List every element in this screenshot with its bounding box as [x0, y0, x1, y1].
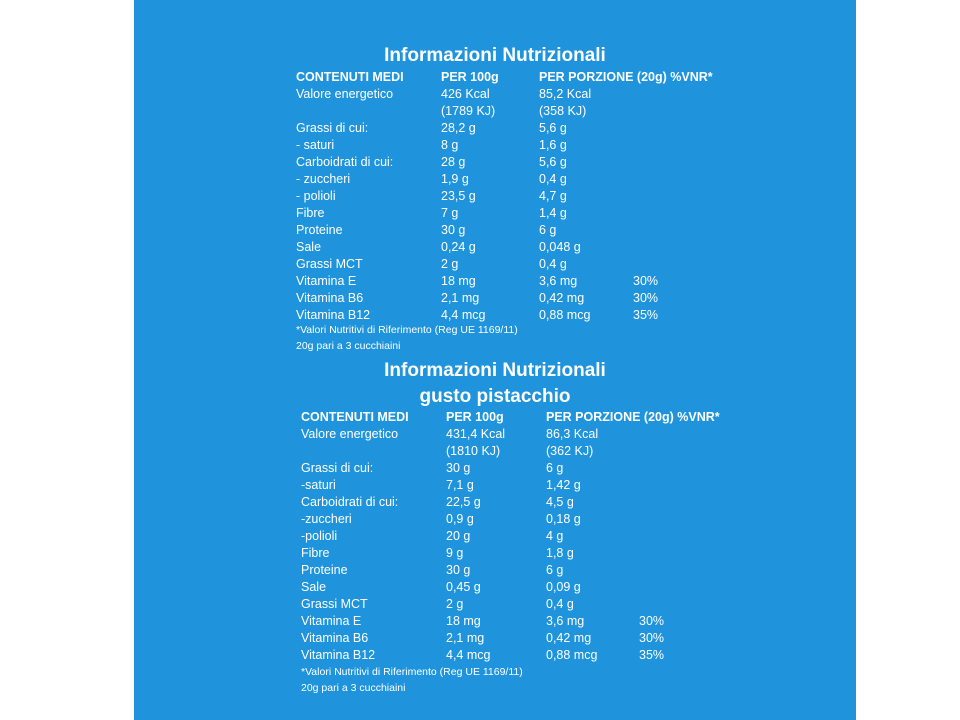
nutrient-name: Grassi MCT: [301, 597, 368, 611]
label-panel: [134, 0, 856, 720]
per-100g-value: 23,5 g: [441, 189, 476, 203]
nutrient-name: Grassi di cui:: [301, 461, 374, 475]
nutrient-name: -polioli: [301, 529, 338, 543]
vnr-value: 35%: [639, 648, 665, 662]
nutrient-name: Vitamina B6: [301, 631, 369, 645]
section1-serving-note: 20g pari a 3 cucchiaini: [296, 340, 401, 352]
per-portion-value: 0,18 g: [546, 512, 581, 526]
per-portion-value: 5,6 g: [539, 155, 567, 169]
nutrient-name: Carboidrati di cui:: [301, 495, 399, 509]
per-portion-value: (358 KJ): [539, 104, 587, 118]
per-portion-value: 0,42 mg: [539, 291, 585, 305]
per-portion-value: 0,88 mcg: [539, 308, 591, 322]
per-100g-value: 0,24 g: [441, 240, 476, 254]
per-100g-value: (1810 KJ): [446, 444, 501, 458]
per-portion-value: 0,09 g: [546, 580, 581, 594]
nutrient-name: - zuccheri: [296, 172, 351, 186]
per-portion-value: 1,6 g: [539, 138, 567, 152]
nutrient-name: Grassi di cui:: [296, 121, 369, 135]
nutrient-name: Vitamina B12: [296, 308, 371, 322]
per-100g-value: 2 g: [446, 597, 464, 611]
nutrient-name: Carboidrati di cui:: [296, 155, 394, 169]
vnr-value: 30%: [633, 274, 659, 288]
per-100g-value: 4,4 mcg: [446, 648, 491, 662]
per-100g-value: 7 g: [441, 206, 459, 220]
per-100g-value: 2,1 mg: [446, 631, 485, 645]
per-portion-value: 85,2 Kcal: [539, 87, 592, 101]
per-portion-value: 0,4 g: [539, 257, 567, 271]
header-per-100g-value: PER 100g: [441, 70, 499, 84]
per-100g-value: 30 g: [441, 223, 466, 237]
nutrient-name: Proteine: [301, 563, 348, 577]
per-portion-value: 0,4 g: [539, 172, 567, 186]
per-portion-value: 4 g: [546, 529, 564, 543]
per-portion-value: 1,8 g: [546, 546, 574, 560]
per-100g-value: 30 g: [446, 563, 471, 577]
per-100g-value: 4,4 mcg: [441, 308, 486, 322]
per-100g-value: (1789 KJ): [441, 104, 496, 118]
per-portion-value: 5,6 g: [539, 121, 567, 135]
per-portion-value: 1,4 g: [539, 206, 567, 220]
per-100g-value: 18 mg: [441, 274, 476, 288]
nutrient-name: Sale: [301, 580, 327, 594]
nutrient-name: Valore energetico: [301, 427, 399, 441]
section2-serving-note: 20g pari a 3 cucchiaini: [301, 682, 406, 694]
per-100g-value: 0,9 g: [446, 512, 474, 526]
header-per-portion-value: PER PORZIONE (20g) %VNR*: [546, 410, 720, 424]
per-100g-value: 2,1 mg: [441, 291, 480, 305]
per-100g-value: 1,9 g: [441, 172, 469, 186]
nutrient-name: Vitamina E: [296, 274, 357, 288]
per-100g-value: 426 Kcal: [441, 87, 490, 101]
per-100g-value: 0,45 g: [446, 580, 481, 594]
per-portion-value: 4,7 g: [539, 189, 567, 203]
section2-footnote: *Valori Nutritivi di Riferimento (Reg UE 1169/11): [301, 666, 523, 678]
header-per-portion-value: PER PORZIONE (20g) %VNR*: [539, 70, 713, 84]
per-portion-value: 0,88 mcg: [546, 648, 598, 662]
per-100g-value: 20 g: [446, 529, 471, 543]
per-100g-value: 22,5 g: [446, 495, 481, 509]
per-portion-value: 3,6 mg: [546, 614, 585, 628]
per-100g-value: 28,2 g: [441, 121, 476, 135]
vnr-value: 35%: [633, 308, 659, 322]
nutrient-name: Vitamina B6: [296, 291, 364, 305]
per-portion-value: 0,42 mg: [546, 631, 592, 645]
per-portion-value: 0,4 g: [546, 597, 574, 611]
section2-title: Informazioni Nutrizionali: [384, 360, 606, 381]
per-portion-value: 6 g: [546, 563, 564, 577]
per-portion-value: (362 KJ): [546, 444, 594, 458]
nutrient-name: - polioli: [296, 189, 336, 203]
per-portion-value: 86,3 Kcal: [546, 427, 599, 441]
per-100g-value: 30 g: [446, 461, 471, 475]
vnr-value: 30%: [639, 614, 665, 628]
vnr-value: 30%: [639, 631, 665, 645]
nutrient-name: Fibre: [296, 206, 325, 220]
nutrient-name: - saturi: [296, 138, 335, 152]
per-portion-value: 6 g: [539, 223, 557, 237]
nutrient-name: Sale: [296, 240, 322, 254]
nutrient-name: Valore energetico: [296, 87, 394, 101]
per-100g-value: 431,4 Kcal: [446, 427, 506, 441]
nutrient-name: -zuccheri: [301, 512, 352, 526]
per-portion-value: 1,42 g: [546, 478, 581, 492]
per-100g-value: 8 g: [441, 138, 459, 152]
vnr-value: 30%: [633, 291, 659, 305]
per-100g-value: 7,1 g: [446, 478, 474, 492]
per-100g-value: 18 mg: [446, 614, 481, 628]
per-portion-value: 0,048 g: [539, 240, 581, 254]
per-portion-value: 3,6 mg: [539, 274, 578, 288]
per-portion-value: 4,5 g: [546, 495, 574, 509]
header-nutrient-name: CONTENUTI MEDI: [296, 70, 404, 84]
nutrient-name: Vitamina E: [301, 614, 362, 628]
nutrient-name: -saturi: [301, 478, 336, 492]
per-100g-value: 9 g: [446, 546, 464, 560]
header-per-100g-value: PER 100g: [446, 410, 504, 424]
per-100g-value: 28 g: [441, 155, 466, 169]
nutrient-name: Proteine: [296, 223, 343, 237]
header-nutrient-name: CONTENUTI MEDI: [301, 410, 409, 424]
nutrient-name: Grassi MCT: [296, 257, 363, 271]
per-portion-value: 6 g: [546, 461, 564, 475]
per-100g-value: 2 g: [441, 257, 459, 271]
section1-footnote: *Valori Nutritivi di Riferimento (Reg UE 1169/11): [296, 324, 518, 336]
section2-subtitle: gusto pistacchio: [419, 386, 571, 407]
section1-title: Informazioni Nutrizionali: [384, 45, 606, 66]
nutrient-name: Fibre: [301, 546, 330, 560]
nutrient-name: Vitamina B12: [301, 648, 376, 662]
